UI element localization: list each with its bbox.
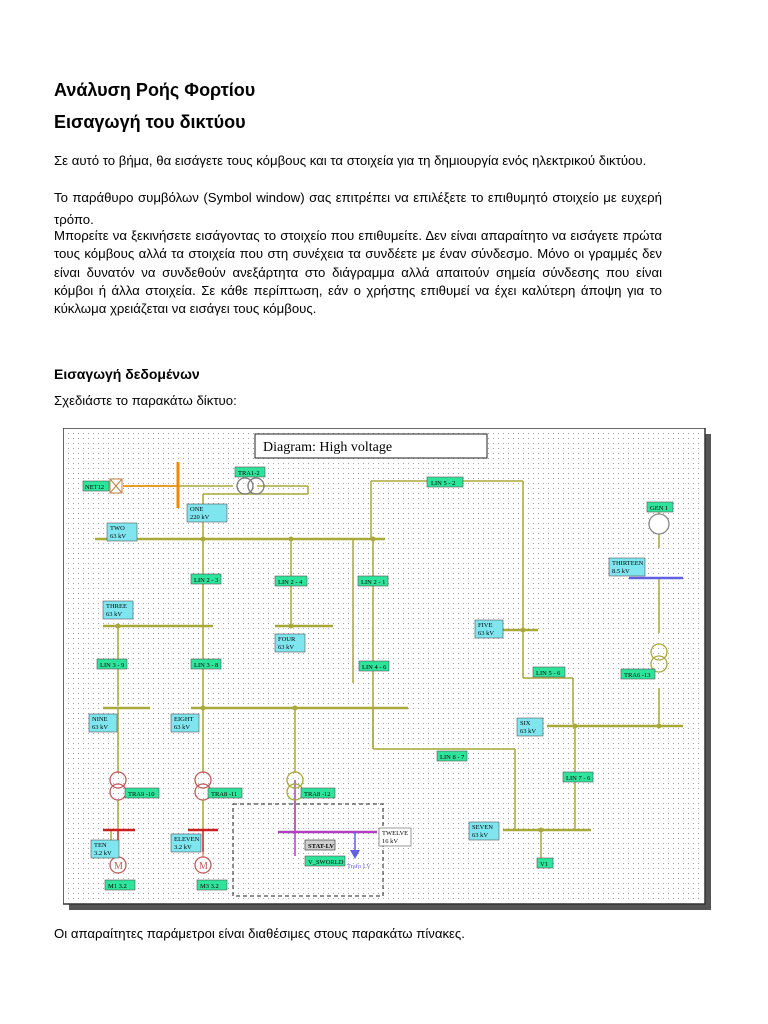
tag-lin4-6: LIN 4 - 6 xyxy=(362,664,387,671)
tag-lin7-6: LIN 7 - 6 xyxy=(566,775,591,782)
bus-tag-eleven-line2: 3.2 kV xyxy=(174,844,192,851)
motor-eleven-symbol: M xyxy=(199,861,208,872)
bus-tag-thirteen-line1: THIRTEEN xyxy=(612,560,644,567)
tag-lin2-1: LIN 2 - 1 xyxy=(361,579,386,586)
bus-tag-two-line1: TWO xyxy=(110,525,125,532)
tag-tra8-12: TRA8 -12 xyxy=(304,791,331,798)
bus-tag-three-line2: 63 kV xyxy=(106,611,123,618)
bus-tag-thirteen-line2: 8.5 kV xyxy=(612,568,630,575)
bus-tag-eleven-line1: ELEVEN xyxy=(174,836,200,843)
tag-tra6-13: TRA6 -13 xyxy=(624,672,651,679)
section-heading: Εισαγωγή δεδομένων xyxy=(54,366,200,382)
bus-tag-twelve-line1: TWELVE xyxy=(382,830,409,837)
bus-tag-one-line2: 220 kV xyxy=(190,514,210,521)
bus-tag-five-line1: FIVE xyxy=(478,622,493,629)
tag-stat-lv: STAT-LV xyxy=(308,843,335,850)
bus-tag-seven-line2: 63 kV xyxy=(472,832,489,839)
bus-tag-six-line2: 63 kV xyxy=(520,728,537,735)
bus-tag-six-line1: SIX xyxy=(520,720,531,727)
diagram-title: Diagram: High voltage xyxy=(263,440,393,455)
bus-tag-one-line1: ONE xyxy=(190,506,204,513)
paragraph-symbol-window: Το παράθυρο συμβόλων (Symbol window) σας επιτρέπει να επιλέξετε το επιθυμητό στοιχείο με ευχερή τρόπο. xyxy=(54,190,662,227)
motor-ten-symbol: M xyxy=(114,861,123,872)
paragraph-instructions: Μπορείτε να ξεκινήσετε εισάγοντας το στοιχείο που επιθυμείτε. Δεν είναι απαραίτητο να εισάγετε πρώτα τους κόμβους αλλά τα στοιχεία που στη συνέχεια τα συνδέετε με έναν σύνδεσμο. Μόνο οι γραμμές δεν είναι δυνατόν να συνδεθούν ανεξάρτητα στο διάγραμμα αλλά απαιτούν σημεία σύνδεσης που είναι κόμβοι ή άλλα στοιχεία. Σε κάθε περίπτωση, εάν ο χρήστης επιθυμεί να έχει καλύτερη άποψη για το κύκλωμα χρειάζεται να εισάγει τους κόμβους. xyxy=(54,228,662,317)
bus-tag-eight-line1: EIGHT xyxy=(174,716,194,723)
bus-tag-seven-line1: SEVEN xyxy=(472,824,493,831)
tag-tra1-2: TRA1-2 xyxy=(238,470,260,477)
bus-tag-ten-line2: 3.2 kV xyxy=(94,850,112,857)
tag-gen1: GEN 1 xyxy=(650,505,669,512)
bus-tag-eight-line2: 63 kV xyxy=(174,724,191,731)
label-trafo-lv: Trafo LV xyxy=(347,863,371,870)
bus-tag-five-line2: 63 kV xyxy=(478,630,495,637)
network-diagram xyxy=(63,428,713,912)
tag-lin3-9: LIN 3 - 9 xyxy=(100,662,125,669)
tag-v1: V1 xyxy=(540,861,548,868)
tag-lin5-6: LIN 5 - 6 xyxy=(536,670,561,677)
tag-m1: M1 3.2 xyxy=(108,883,127,890)
tag-tra9-10: TRA9 -10 xyxy=(128,791,155,798)
tag-lin2-4: LIN 2 - 4 xyxy=(278,579,303,586)
tag-lin3-8: LIN 3 - 8 xyxy=(194,662,219,669)
tag-tra8-11: TRA8 -11 xyxy=(211,791,238,798)
bus-tag-ten-line1: TEN xyxy=(94,842,107,849)
tag-net12: NET12 xyxy=(85,484,105,491)
bus-tag-three-line1: THREE xyxy=(106,603,127,610)
tag-lin8-7: LIN 8 - 7 xyxy=(440,754,465,761)
bus-tag-nine-line1: NINE xyxy=(92,716,108,723)
bus-tag-four-line1: FOUR xyxy=(278,636,296,643)
instruction-text: Σχεδιάστε το παρακάτω δίκτυο: xyxy=(54,393,237,408)
tag-lin2-3: LIN 2 - 3 xyxy=(194,577,219,584)
bus-tag-nine-line2: 63 kV xyxy=(92,724,109,731)
document-title: Ανάλυση Ροής Φορτίου xyxy=(54,80,256,100)
paragraph-intro: Σε αυτό το βήμα, θα εισάγετε τους κόμβους και τα στοιχεία για τη δημιουργία ενός ηλεκτρικού δικτύου. xyxy=(54,153,647,168)
bus-tag-twelve-line2: 16 kV xyxy=(382,838,399,845)
tag-v-sworld: V_SWORLD xyxy=(308,859,344,866)
tag-lin5-2: LIN 5 - 2 xyxy=(431,480,456,487)
bus-tag-two-line2: 63 kV xyxy=(110,533,127,540)
tag-m3: M3 3.2 xyxy=(200,883,219,890)
bus-tag-four-line2: 63 kV xyxy=(278,644,295,651)
document-subtitle: Εισαγωγή του δικτύου xyxy=(54,112,246,132)
footer-text: Οι απαραίτητες παράμετροι είναι διαθέσιμες στους παρακάτω πίνακες. xyxy=(54,926,465,941)
